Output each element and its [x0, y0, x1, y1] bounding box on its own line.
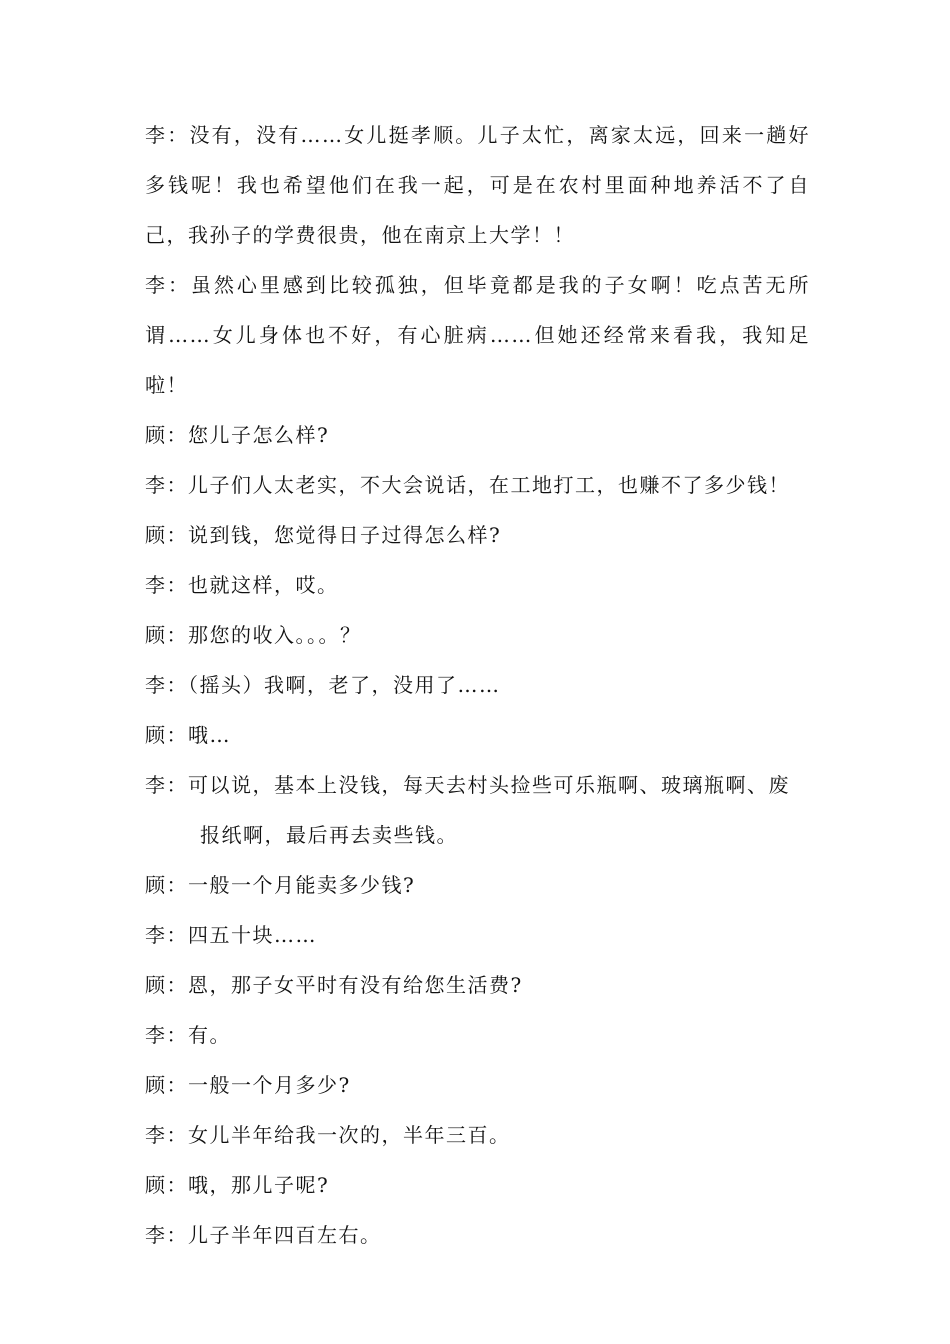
dialogue-line	[145, 560, 810, 610]
dialogue-line	[145, 710, 810, 760]
dialogue-line	[145, 760, 810, 860]
dialogue-text: 女儿半年给我一次的，半年三百。	[188, 1123, 511, 1147]
dialogue-line	[145, 1160, 810, 1210]
dialogue-text: 恩，那子女平时有没有给您生活费?	[188, 973, 523, 997]
dialogue-line	[145, 1110, 810, 1160]
speaker-label: 李：	[145, 773, 188, 797]
dialogue-text: 虽然心里感到比较孤独，但毕竟都是我的子女啊！吃点苦无所谓……女儿身体也不好，有心脏病……但她还经常来看我，我知足啦！	[145, 273, 811, 397]
dialogue-text: 哦…	[188, 723, 231, 747]
dialogue-line	[145, 860, 810, 910]
dialogue-text: 一般一个月多少?	[188, 1073, 351, 1097]
dialogue-text: 那您的收入。。。？	[188, 623, 362, 647]
dialogue-text: 也就这样，哎。	[188, 573, 339, 597]
speaker-label: 李：	[145, 123, 190, 147]
dialogue-line	[145, 960, 810, 1010]
speaker-label: 李：	[145, 273, 191, 297]
dialogue-text: 有。	[188, 1023, 231, 1047]
dialogue-line	[145, 910, 810, 960]
speaker-label: 顾：	[145, 973, 188, 997]
speaker-label: 顾：	[145, 1173, 188, 1197]
dialogue-text: 可以说，基本上没钱，每天去村头捡些可乐瓶啊、玻璃瓶啊、废报纸啊，最后再去卖些钱。	[188, 773, 790, 847]
dialogue-text: 儿子半年四百左右。	[188, 1223, 382, 1247]
speaker-label: 李：	[145, 1223, 188, 1247]
dialogue-line	[145, 1010, 810, 1060]
speaker-label: 李：	[145, 673, 188, 697]
dialogue-line	[145, 510, 810, 560]
dialogue-text: 儿子们人太老实，不大会说话，在工地打工，也赚不了多少钱！	[188, 473, 790, 497]
speaker-label: 李：	[145, 473, 188, 497]
dialogue-text: （摇头）我啊，老了，没用了……	[188, 673, 501, 697]
dialogue-text: 四五十块……	[188, 923, 317, 947]
dialogue-line	[145, 610, 810, 660]
dialogue-text: 说到钱，您觉得日子过得怎么样?	[188, 523, 502, 547]
speaker-label: 顾：	[145, 623, 188, 647]
interview-transcript	[145, 110, 810, 1260]
dialogue-line	[145, 1210, 810, 1260]
speaker-label: 李：	[145, 573, 188, 597]
dialogue-line	[145, 260, 810, 410]
dialogue-text: 一般一个月能卖多少钱?	[188, 873, 416, 897]
dialogue-line	[145, 1060, 810, 1110]
speaker-label: 李：	[145, 1123, 188, 1147]
speaker-label: 顾：	[145, 523, 188, 547]
dialogue-text: 没有，没有……女儿挺孝顺。儿子太忙，离家太远，回来一趟好多钱呢！我也希望他们在我一起，可是在农村里面种地养活不了自己，我孙子的学费很贵，他在南京上大学！！	[145, 123, 811, 247]
speaker-label: 顾：	[145, 873, 188, 897]
dialogue-line	[145, 110, 810, 260]
dialogue-line	[145, 410, 810, 460]
speaker-label: 顾：	[145, 1073, 188, 1097]
dialogue-line	[145, 460, 810, 510]
speaker-label: 李：	[145, 1023, 188, 1047]
dialogue-text: 您儿子怎么样?	[188, 423, 330, 447]
speaker-label: 顾：	[145, 423, 188, 447]
speaker-label: 顾：	[145, 723, 188, 747]
dialogue-line	[145, 660, 810, 710]
speaker-label: 李：	[145, 923, 188, 947]
dialogue-text: 哦，那儿子呢?	[188, 1173, 330, 1197]
